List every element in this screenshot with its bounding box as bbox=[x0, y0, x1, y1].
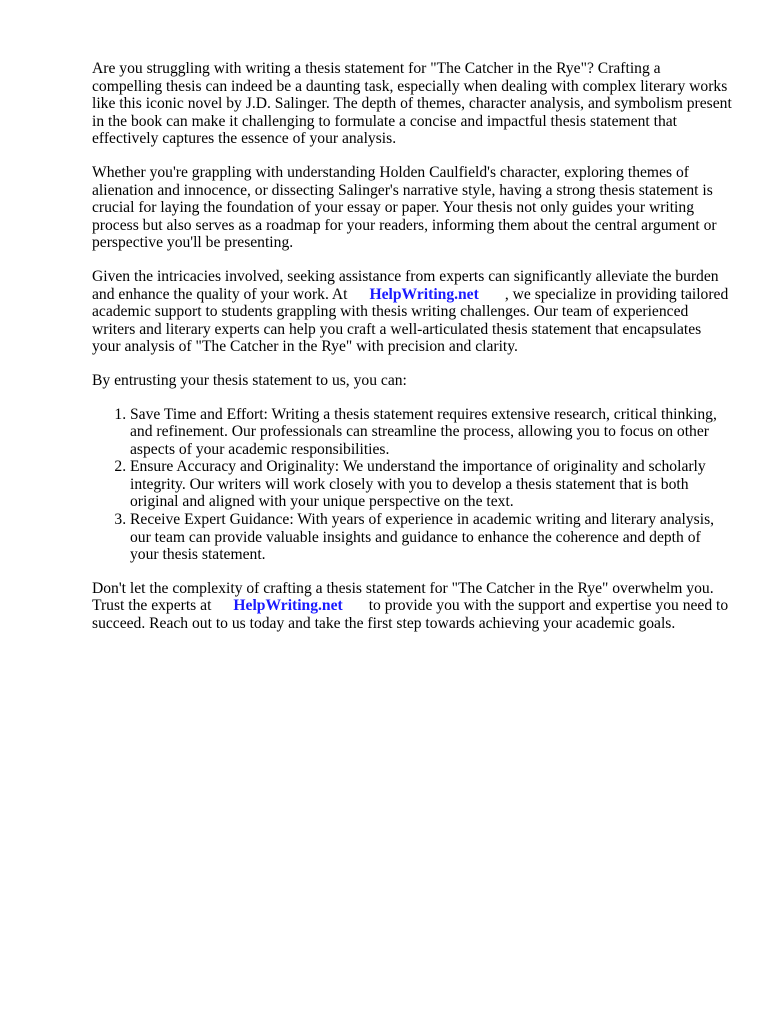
assistance-paragraph bbox=[92, 268, 732, 356]
closing-text-before: Don't let the complexity of crafting a thesis statement for "The Catcher in the Rye" overwhelm you. Trust the experts at bbox=[92, 579, 714, 615]
list-item: 1. Save Time and Effort: Writing a thesis statement requires extensive research, critical thinking, and refinement. Our professionals can streamline the process, allowing you to focus on other aspects of your academic responsibilities. bbox=[130, 406, 732, 459]
closing-text-after: to provide you with the support and expertise you need to succeed. Reach out to us today and take the first step towards achieving your academic goals. bbox=[92, 597, 729, 633]
entrusting-paragraph: By entrusting your thesis statement to us, you can: bbox=[92, 371, 407, 389]
list-item: 2. Ensure Accuracy and Originality: We understand the importance of originality and scholarly integrity. Our writers will work closely with you to develop a thesis statement that is both original and aligned with your unique perspective on the text. bbox=[130, 458, 732, 511]
document-body bbox=[92, 60, 732, 649]
assistance-text-after: , we specialize in providing tailored academic support to students grappling with thesis writing challenges. Our team of experienced writers and literary experts can help you craft a well-articulated thesis statement that encapsulates your analysis of "The Catcher in the Rye" with precision and clarity. bbox=[92, 285, 729, 356]
helpwriting-link[interactable]: HelpWriting.net bbox=[233, 597, 343, 615]
assistance-text-before: Given the intricacies involved, seeking assistance from experts can significantly alleviate the burden and enhance the quality of your work. At bbox=[92, 267, 719, 303]
closing-paragraph bbox=[92, 580, 732, 633]
helpwriting-link[interactable]: HelpWriting.net bbox=[369, 285, 479, 303]
intro-paragraph: Are you struggling with writing a thesis statement for "The Catcher in the Rye"? Crafting a compelling thesis can indeed be a daunting task, especially when dealing with complex literary works like this iconic novel by J.D. Salinger. The depth of themes, character analysis, and symbolism present in the book can make it challenging to formulate a concise and impactful thesis statement that effectively captures the essence of your analysis. bbox=[92, 60, 732, 148]
holden-paragraph: Whether you're grappling with understanding Holden Caulfield's character, exploring themes of alienation and innocence, or dissecting Salinger's narrative style, having a strong thesis statement is crucial for laying the foundation of your essay or paper. Your thesis not only guides your writing process but also serves as a roadmap for your readers, informing them about the central argument or perspective you'll be presenting. bbox=[92, 163, 717, 252]
list-item: 3. Receive Expert Guidance: With years of experience in academic writing and literary analysis, our team can provide valuable insights and guidance to enhance the coherence and depth of your thesis statement. bbox=[130, 511, 732, 564]
benefits-list bbox=[92, 406, 732, 564]
